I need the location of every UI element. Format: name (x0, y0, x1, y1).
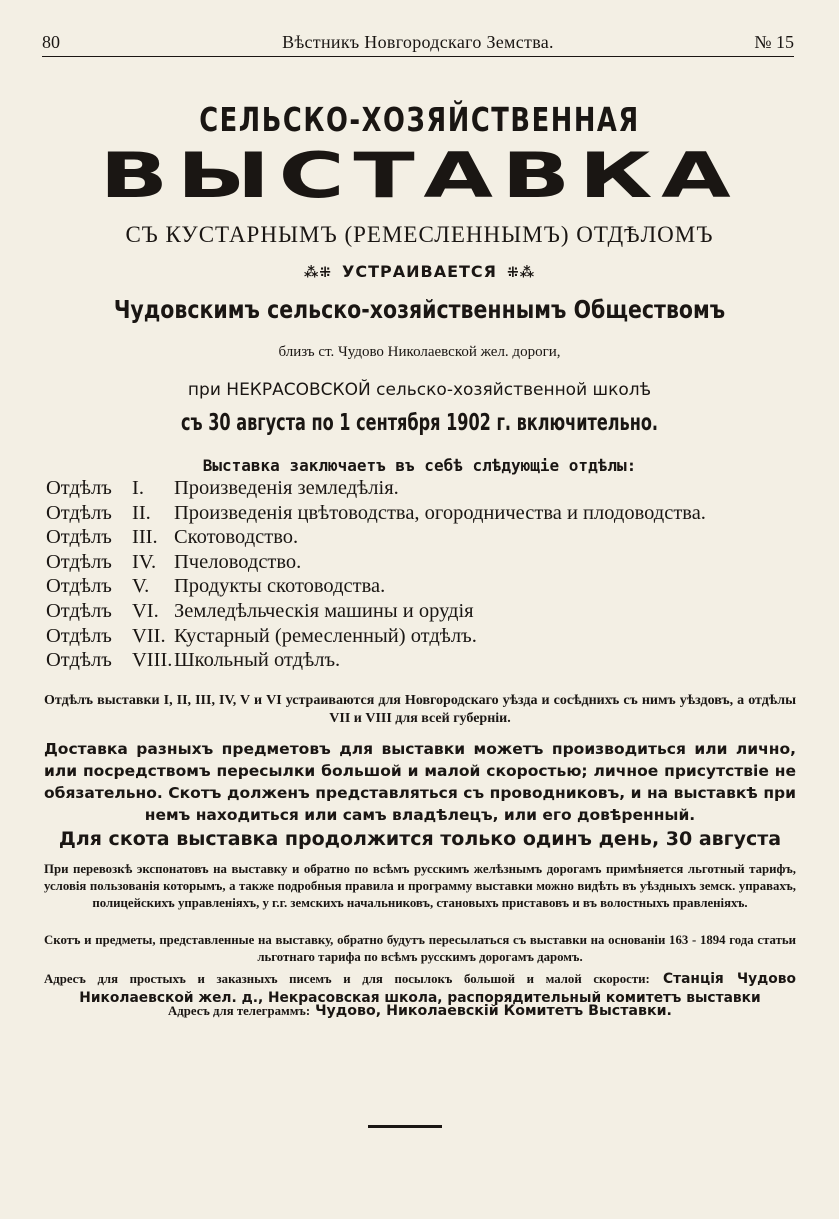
department-number: I. (132, 477, 144, 499)
issue-number: № 15 (754, 32, 794, 52)
department-name: Школьный отдѣлъ. (174, 649, 341, 672)
department-label: Отдѣлъ (46, 649, 112, 672)
address-label: Адресъ для простыхъ и заказныхъ писемъ и для посылокъ большой и малой скорости: (44, 972, 650, 986)
department-label: Отдѣлъ (46, 599, 112, 622)
department-label: Отдѣлъ (46, 526, 112, 549)
list-item (46, 551, 806, 576)
department-number: II. (132, 501, 151, 524)
department-number: V. (132, 575, 150, 598)
ornament-right-icon: ⁜⁂ (506, 265, 536, 281)
list-item (46, 502, 806, 527)
department-name: Произведенія цвѣтоводства, огородничества и плодоводства. (174, 501, 706, 524)
department-number: IV. (132, 550, 157, 573)
organized-by-line (0, 262, 839, 281)
department-name: Скотоводство. (174, 526, 299, 549)
livestock-day-notice: Для скота выставка продолжится только одинъ день, 30 августа (58, 828, 782, 850)
journal-title: Вѣстникъ Новгородскаго Земства. (282, 32, 554, 52)
delivery-paragraph: Доставка разныхъ предметовъ для выставки можетъ производиться или лично, или посредствомъ пересылки большой и малой скоростью; личное присутствіе не обязательно. Скотъ долженъ представляться съ проводниковъ, и на выставкѣ при немъ находиться или самъ владѣлецъ, или его довѣренный. (44, 740, 796, 824)
department-name: Пчеловодство. (174, 550, 302, 573)
department-name: Продукты скотоводства. (174, 575, 386, 598)
organized-label: УСТРАИВАЕТСЯ (342, 262, 497, 281)
closing-rule (368, 1125, 442, 1128)
department-number: VI. (132, 599, 159, 622)
list-item (46, 575, 806, 600)
title-line-2: ВЫСТАВКА (99, 139, 740, 212)
ornament-left-icon: ⁂⁜ (303, 265, 332, 281)
page-header (42, 30, 794, 57)
tariff-paragraph: При перевозкѣ экспонатовъ на выставку и обратно по всѣмъ русскимъ желѣзнымъ дорогамъ примѣняется льготный тарифъ, условія пользованія которымъ, а также подробныя правила и программу выставки можно видѣть въ уѣздныхъ земск. управахъ, полицейскихъ управленіяхъ, у г.г. земскихъ начальниковъ, становыхъ приставовъ и въ волостныхъ правленіяхъ. (44, 862, 796, 910)
exhibition-dates: съ 30 августа по 1 сентября 1902 г. включительно. (180, 410, 659, 436)
department-list (46, 477, 806, 674)
sections-intro: Выставка заключаетъ въ себѣ слѣдующіе отдѣлы: (202, 456, 637, 475)
list-item (46, 600, 806, 625)
department-label: Отдѣлъ (46, 477, 112, 499)
location-line: близъ ст. Чудово Николаевской жел. дороги, (278, 344, 561, 360)
department-name: Произведенія земледѣлія. (174, 477, 399, 499)
school-line: при НЕКРАСОВСКОЙ сельско-хозяйственной школѣ (187, 380, 652, 400)
department-name: Кустарный (ремесленный) отдѣлъ. (174, 624, 477, 647)
return-paragraph: Скотъ и предметы, представленные на выставку, обратно будутъ пересылаться съ выставки на основаніи 163 - 1894 года статьи льготнаго тарифа по всѣмъ русскимъ дорогамъ даромъ. (44, 933, 796, 964)
department-name: Земледѣльческія машины и орудія (174, 599, 474, 622)
organizer: Чудовскимъ сельско-хозяйственнымъ Обществомъ (113, 295, 726, 324)
telegram-address (44, 1003, 796, 1019)
telegram-value: Чудово, Николаевскій Комитетъ Выставки. (315, 1003, 672, 1019)
department-label: Отдѣлъ (46, 501, 112, 524)
department-label: Отдѣлъ (46, 575, 112, 598)
page-number: 80 (42, 32, 60, 52)
title-line-1: СЕЛЬСКО-ХОЗЯЙСТВЕННАЯ (199, 100, 640, 139)
list-item (46, 526, 806, 551)
list-item (46, 477, 806, 502)
subtitle: СЪ КУСТАРНЫМЪ (РЕМЕСЛЕННЫМЪ) ОТДѢЛОМЪ (125, 222, 714, 247)
scope-paragraph: Отдѣлъ выставки I, II, III, IV, V и VI устраиваются для Новгородскаго уѣзда и сосѣднихъ съ нимъ уѣздовъ, а отдѣлы VII и VIII для всей губерніи. (44, 693, 796, 726)
telegram-label: Адресъ для телеграммъ: (168, 1004, 311, 1018)
department-label: Отдѣлъ (46, 550, 112, 573)
department-label: Отдѣлъ (46, 624, 112, 647)
department-number: VII. (132, 624, 166, 647)
department-number: VIII. (132, 649, 173, 672)
department-number: III. (132, 526, 158, 549)
address-value: Станція Чудово Николаевской жел. д., Некрасовская школа, распорядительный комитетъ выставки (79, 971, 796, 1006)
list-item (46, 625, 806, 650)
list-item (46, 649, 806, 674)
